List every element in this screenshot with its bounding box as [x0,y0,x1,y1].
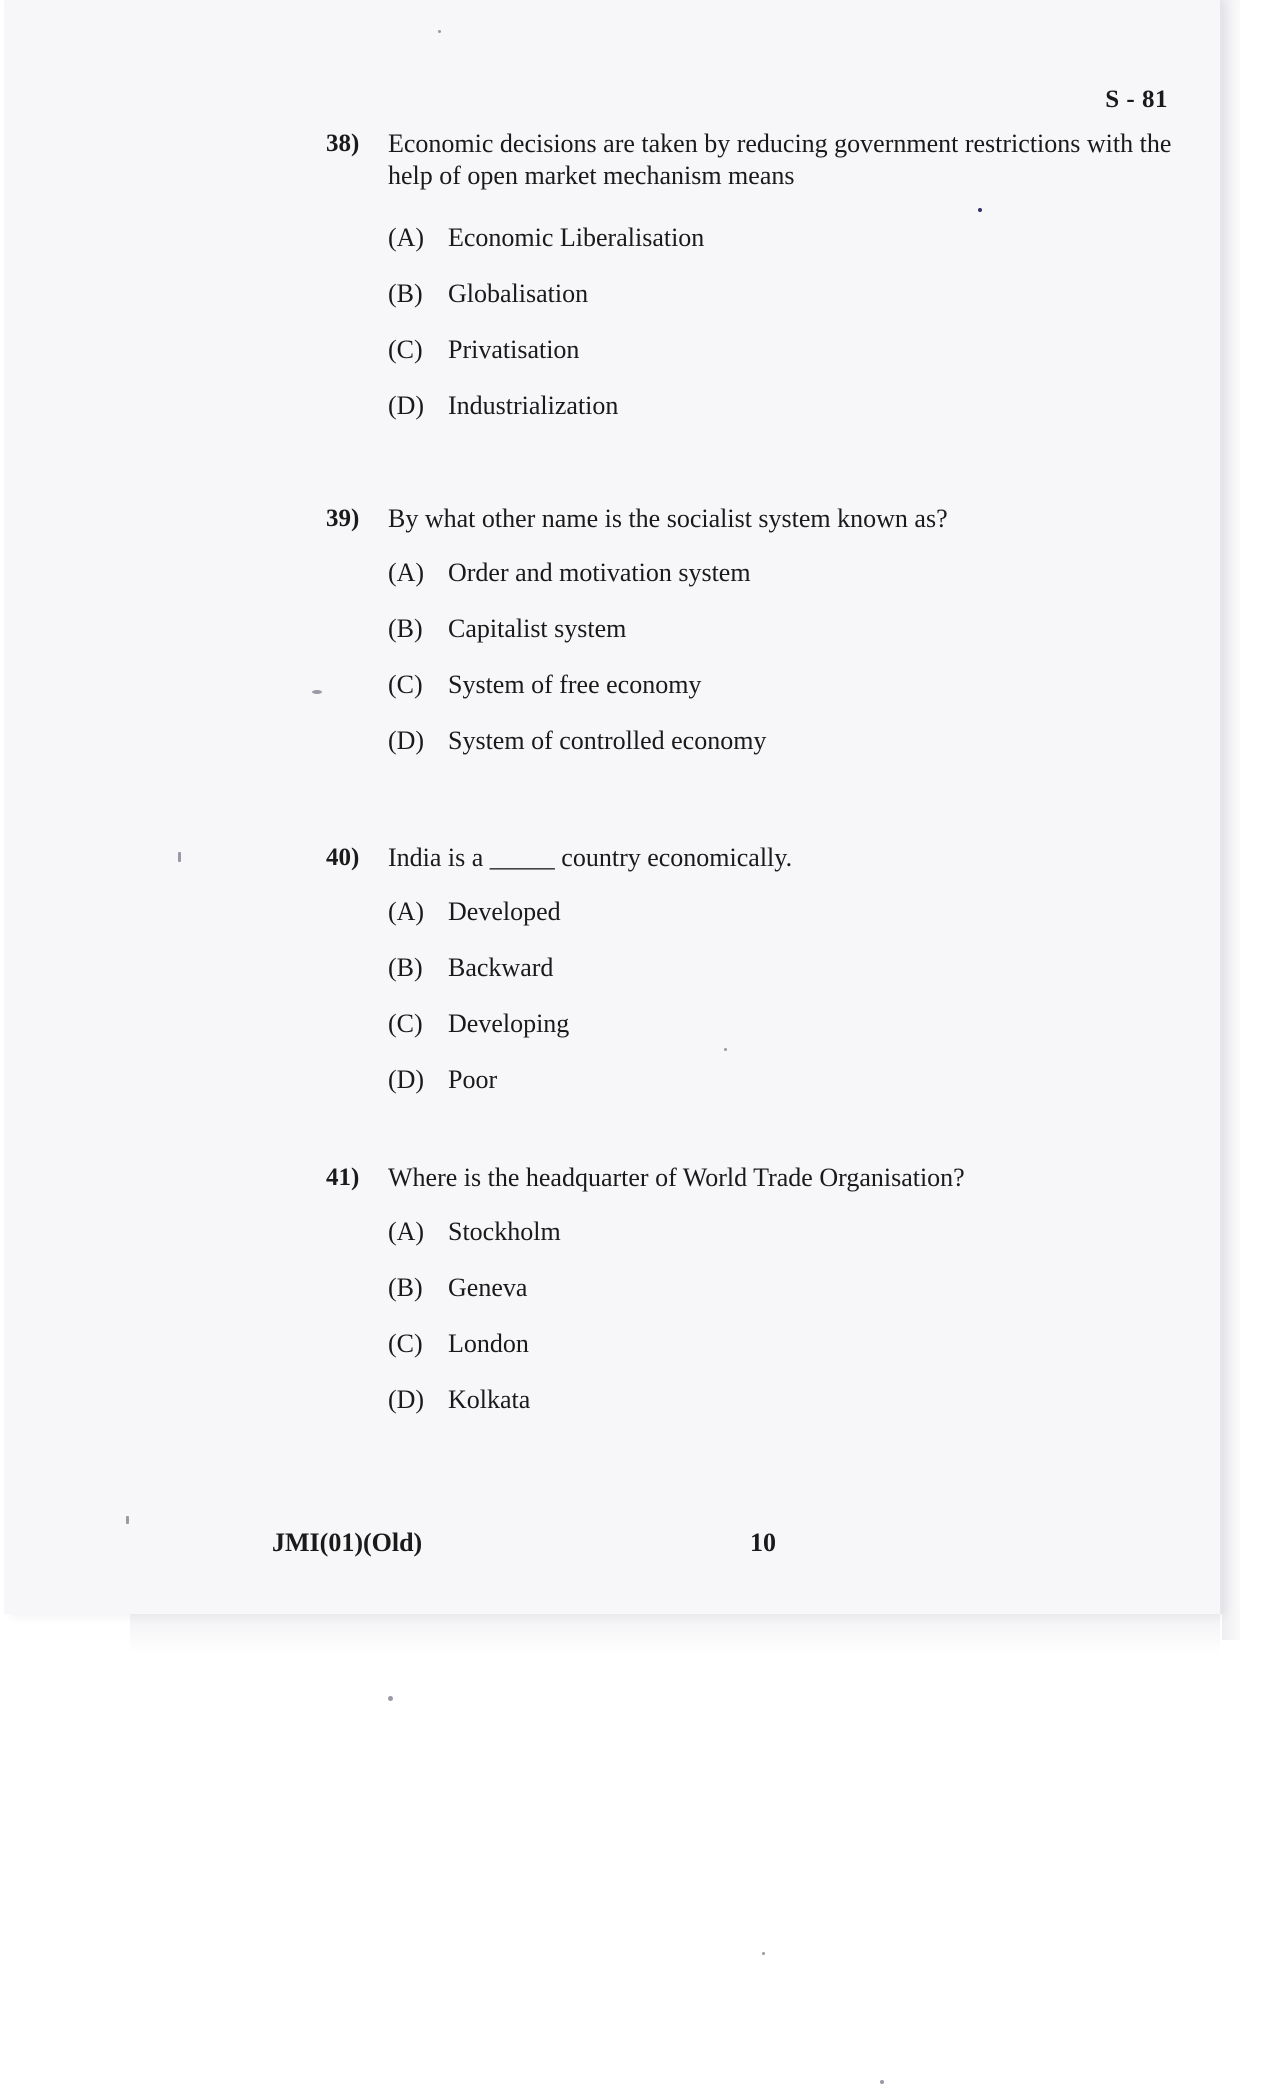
underlying-sheet [130,1614,1220,1654]
option-text: Geneva [448,1273,528,1302]
option-text: London [448,1329,529,1358]
option-text: Developed [448,897,561,926]
option-c[interactable] [388,657,1196,713]
scan-speck [388,1696,393,1701]
option-letter: (B) [388,614,423,643]
option-c[interactable] [388,322,1196,378]
option-letter: (A) [388,897,425,926]
question-38 [326,128,1196,434]
page-code: S - 81 [1105,86,1168,113]
question-39 [326,503,1196,769]
sheet-edge [1222,0,1240,1640]
option-letter: (B) [388,279,423,308]
option-letter: (B) [388,953,423,982]
scan-speck [438,30,441,33]
scan-speck [724,1048,727,1051]
scan-speck [978,208,982,212]
option-letter: (C) [388,1009,423,1038]
option-letter: (D) [388,1065,425,1094]
option-b[interactable] [388,266,1196,322]
option-letter: (C) [388,1329,423,1358]
option-d[interactable] [388,378,1196,434]
option-a[interactable] [388,210,1196,266]
option-text: Capitalist system [448,614,627,643]
option-list [388,884,1196,1108]
scan-speck [178,852,181,862]
option-text: Order and motivation system [448,558,751,587]
question-number: 41) [326,1164,360,1191]
option-letter: (D) [388,1385,425,1414]
option-letter: (A) [388,223,425,252]
option-text: Stockholm [448,1217,561,1246]
option-a[interactable] [388,545,1196,601]
question-number: 39) [326,505,360,532]
option-d[interactable] [388,1052,1196,1108]
option-c[interactable] [388,996,1196,1052]
option-a[interactable] [388,884,1196,940]
option-text: Privatisation [448,335,580,364]
question-text: Economic decisions are taken by reducing government restrictions with the help of open market mechanism means [388,129,1172,190]
scan-speck [126,1516,129,1524]
question-41 [326,1162,1196,1428]
page-number: 10 [750,1528,776,1557]
option-list [388,545,1196,769]
option-letter: (A) [388,1217,425,1246]
option-list [388,210,1196,434]
option-list [388,1204,1196,1428]
exam-page [4,0,1220,1614]
option-letter: (D) [388,726,425,755]
option-text: System of controlled economy [448,726,767,755]
option-letter: (C) [388,670,423,699]
option-text: Poor [448,1065,498,1094]
option-text: Economic Liberalisation [448,223,705,252]
exam-code: JMI(01)(Old) [272,1528,423,1557]
option-a[interactable] [388,1204,1196,1260]
option-text: Globalisation [448,279,589,308]
option-text: Developing [448,1009,570,1038]
option-letter: (A) [388,558,425,587]
option-text: System of free economy [448,670,702,699]
option-text: Industrialization [448,391,619,420]
option-text: Kolkata [448,1385,531,1414]
option-b[interactable] [388,940,1196,996]
option-letter: (D) [388,391,425,420]
question-number: 40) [326,844,360,871]
option-letter: (C) [388,335,423,364]
scan-speck [880,2080,884,2084]
option-c[interactable] [388,1316,1196,1372]
option-d[interactable] [388,1372,1196,1428]
option-b[interactable] [388,601,1196,657]
question-40 [326,842,1196,1108]
option-d[interactable] [388,713,1196,769]
question-text: India is a _____ country economically. [388,843,793,872]
scan-speck [762,1952,765,1955]
option-text: Backward [448,953,554,982]
option-b[interactable] [388,1260,1196,1316]
question-text: By what other name is the socialist system known as? [388,504,948,533]
option-letter: (B) [388,1273,423,1302]
question-number: 38) [326,130,360,157]
scan-speck [312,690,322,694]
question-text: Where is the headquarter of World Trade Organisation? [388,1163,965,1192]
